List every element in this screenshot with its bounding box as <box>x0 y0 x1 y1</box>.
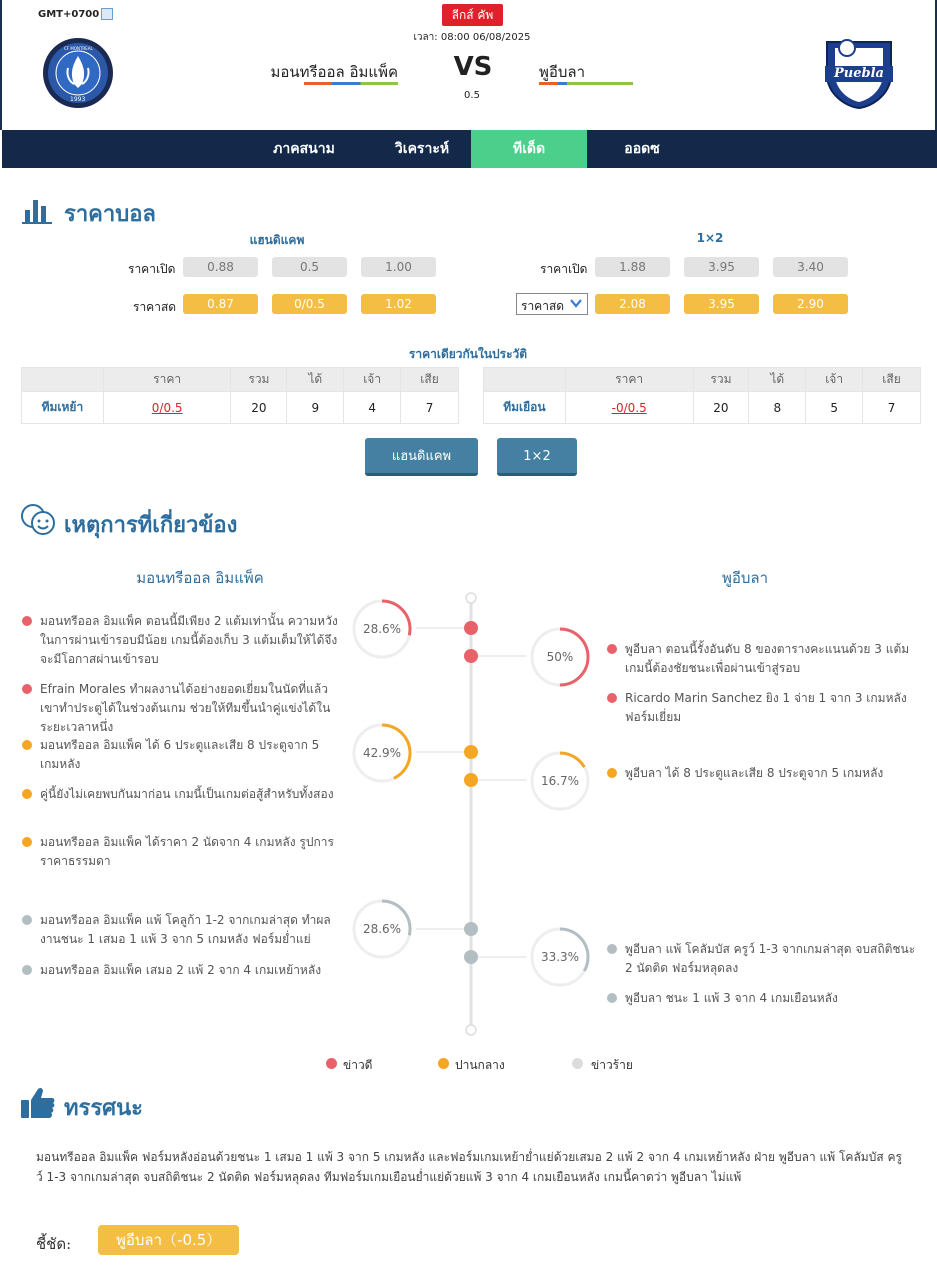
home-good-ring-label: 28.6% <box>362 622 402 636</box>
win-value: 9 <box>287 392 344 424</box>
history-table-away <box>483 367 921 424</box>
away-bad-ring-node <box>464 950 478 964</box>
col-odds: ราคา <box>103 368 231 392</box>
handicap-heading: แฮนดิแคพ <box>249 233 305 247</box>
draw-value: 4 <box>344 392 401 424</box>
kickoff-time: เวลา: 08:00 06/08/2025 <box>413 32 531 43</box>
odds-link[interactable]: -0/0.5 <box>565 392 693 424</box>
events-title: เหตุการที่เกี่ยวข้อง <box>64 513 238 538</box>
home-neutral-event: มอนทรีออล อิมแพ็ค ได้ราคา 2 นัดจาก 4 เกมหลัง รูปการราคาธรรมดา <box>40 835 334 868</box>
tab-field[interactable]: ภาคสนาม <box>273 141 335 157</box>
handicap-live-label: ราคาสด <box>133 300 177 314</box>
verdict-summary: มอนทรีออล อิมแพ็ค ฟอร์มหลังอ่อนด้วยชนะ 1 เสมอ 1 แพ้ 3 จาก 5 เกมหลัง และฟอร์มเกมเหย้าย่ำแย่ด้วยเสมอ 2 แพ้ 2 จาก 4 เกมเหย้าหลัง ฝ่าย พูอีบลา แพ้ โคลัมบัส ครูว์ 1-3 จากเกมล่าสุด จบสถิติชนะ 2 นัดติด ฟอร์มหลุดลง ทีมฟอร์มเกมเยือนย่ำแย่ด้วยแพ้ 3 จาก 4 เกมเยือนหลัง เกมนี้คาดว่า พูอีบลา ไม่แพ้ <box>36 1150 902 1184</box>
handicap-live-away: 1.02 <box>361 294 436 314</box>
legend-neutral-dot <box>438 1058 449 1069</box>
home-neutral-event: มอนทรีออล อิมแพ็ค ได้ 6 ประตูและเสีย 8 ประตูจาก 5 เกมหลัง <box>40 738 320 771</box>
team-label: ทีมเยือน <box>484 392 566 424</box>
away-events-heading: พูอีบลา <box>721 569 769 587</box>
handicap-open-home: 0.88 <box>183 257 258 277</box>
handicap-open-line: 0.5 <box>272 257 347 277</box>
col-total: รวม <box>693 368 749 392</box>
col-odds: ราคา <box>565 368 693 392</box>
legend-good-dot <box>326 1058 337 1069</box>
away-team-underline <box>539 82 633 85</box>
faces-icon <box>20 503 56 537</box>
col-win: ได้ <box>287 368 344 392</box>
away-good-dot <box>607 644 617 654</box>
timeline-start <box>466 593 476 603</box>
home-neutral-event: คู่นี้ยังไม่เคยพบกันมาก่อน เกมนี้เป็นเกมต่อสู้สำหรับทั้งสอง <box>40 787 334 801</box>
x12-heading: 1×2 <box>696 231 724 245</box>
away-team-name[interactable]: พูอีบลา <box>539 63 586 81</box>
x12-open-away: 3.40 <box>773 257 848 277</box>
home-good-dot <box>22 684 32 694</box>
pick-badge: พูอีบลา（-0.5） <box>98 1225 239 1255</box>
legend-bad: ข่าวร้าย <box>591 1058 633 1072</box>
x12-live-home: 2.08 <box>595 294 670 314</box>
col-draw: เจ้า <box>344 368 401 392</box>
away-bad-dot <box>607 993 617 1003</box>
col-draw: เจ้า <box>806 368 863 392</box>
home-good-event: Efrain Morales ทำผลงานได้อย่างยอดเยี่ยมในนัดที่แล้ว เขาทำประตูได้ในช่วงต้นเกม ช่วยให้ทีมขึ้นนำคู่แข่งได้ในระยะเวลาหนึ่ง <box>40 682 331 734</box>
away-bad-event: พูอีบลา แพ้ โคลัมบัส ครูว์ 1-3 จากเกมล่าสุด จบสถิติชนะ 2 นัดติด ฟอร์มหลุดลง <box>625 942 916 975</box>
away-good-ring-label: 50% <box>546 650 574 664</box>
chart-icon <box>22 196 54 224</box>
col-total: รวม <box>231 368 287 392</box>
home-logo[interactable]: CF MONTREAL 1993 <box>40 36 116 110</box>
lose-value: 7 <box>401 392 459 424</box>
away-neutral-dot <box>607 768 617 778</box>
away-neutral-ring-label: 16.7% <box>540 774 580 788</box>
x12-open-label: ราคาเปิด <box>540 262 588 276</box>
home-good-ring-node <box>464 621 478 635</box>
match-header <box>0 0 937 130</box>
thumbs-up-icon <box>20 1086 56 1120</box>
chevron-down-icon <box>569 296 583 314</box>
away-good-event: Ricardo Marin Sanchez ยิง 1 จ่าย 1 จาก 3 เกมหลัง ฟอร์มเยี่ยม <box>625 691 907 724</box>
away-good-dot <box>607 693 617 703</box>
vs-label: VS <box>453 52 493 82</box>
table-row <box>484 392 921 424</box>
win-value: 8 <box>749 392 806 424</box>
away-logo[interactable]: Puebla <box>821 34 897 110</box>
home-neutral-dot <box>22 837 32 847</box>
odds-type-select[interactable]: ราคาสด <box>516 293 588 315</box>
away-good-ring-node <box>464 649 478 663</box>
main-nav <box>2 130 937 168</box>
odds-title: ราคาบอล <box>64 202 156 227</box>
tab-analysis[interactable]: วิเคราะห์ <box>394 141 450 157</box>
col-lose: เสีย <box>401 368 459 392</box>
away-neutral-event: พูอีบลา ได้ 8 ประตูและเสีย 8 ประตูจาก 5 เกมหลัง <box>625 766 884 780</box>
x12-tab-button[interactable]: 1×2 <box>497 438 577 476</box>
odds-link[interactable]: 0/0.5 <box>103 392 231 424</box>
handicap-open-away: 1.00 <box>361 257 436 277</box>
home-events-heading: มอนทรีออล อิมแพ็ค <box>136 569 264 587</box>
col-win: ได้ <box>749 368 806 392</box>
history-title: ราคาเดียวกันในประวัติ <box>408 347 528 361</box>
total-value: 20 <box>693 392 749 424</box>
tab-odds[interactable]: ออดซ <box>624 141 660 157</box>
home-neutral-dot <box>22 789 32 799</box>
legend-good: ข่าวดี <box>343 1058 373 1072</box>
home-bad-dot <box>22 965 32 975</box>
away-neutral-ring-node <box>464 773 478 787</box>
home-bad-event: มอนทรีออล อิมแพ็ค แพ้ โคลูก้า 1-2 จากเกมล่าสุด ทำผลงานชนะ 1 เสมอ 1 แพ้ 3 จาก 5 เกมหลัง ฟอร์มย่ำแย่ <box>40 913 331 946</box>
home-neutral-ring-label: 42.9% <box>362 746 402 760</box>
timezone-icon[interactable] <box>101 8 113 20</box>
x12-open-draw: 3.95 <box>684 257 759 277</box>
away-bad-event: พูอีบลา ชนะ 1 แพ้ 3 จาก 4 เกมเยือนหลัง <box>625 991 838 1005</box>
home-good-event: มอนทรีออล อิมแพ็ค ตอนนี้มีเพียง 2 แต้มเท่านั้น ความหวังในการผ่านเข้ารอบมีน้อย เกมนี้ต้องเก็บ 3 แต้มเต็มให้ได้จึงจะมีโอกาสผ่านเข้ารอบ <box>40 614 338 666</box>
lose-value: 7 <box>863 392 921 424</box>
away-good-event: พูอีบลา ตอนนี้รั้งอันดับ 8 ของตารางคะแนนด้วย 3 แต้ม เกมนี้ต้องชัยชนะเพื่อผ่านเข้าสู่รอบ <box>625 642 910 675</box>
handicap-live-line: 0/0.5 <box>272 294 347 314</box>
home-neutral-ring-node <box>464 745 478 759</box>
verdict-title: ทรรศนะ <box>64 1096 143 1121</box>
team-label: ทีมเหย้า <box>22 392 104 424</box>
home-team-underline <box>304 82 398 85</box>
handicap-value: 0.5 <box>464 90 480 101</box>
handicap-open-label: ราคาเปิด <box>128 262 176 276</box>
x12-live-draw: 3.95 <box>684 294 759 314</box>
home-bad-ring-node <box>464 922 478 936</box>
legend-neutral: ปานกลาง <box>455 1058 505 1072</box>
league-badge[interactable]: ลีกส์ คัพ <box>442 4 503 26</box>
timezone[interactable]: GMT+0700 <box>38 8 113 20</box>
home-good-dot <box>22 616 32 626</box>
col-lose: เสีย <box>863 368 921 392</box>
home-bad-dot <box>22 915 32 925</box>
away-bad-dot <box>607 944 617 954</box>
home-neutral-dot <box>22 740 32 750</box>
draw-value: 5 <box>806 392 863 424</box>
total-value: 20 <box>231 392 287 424</box>
x12-live-away: 2.90 <box>773 294 848 314</box>
home-team-name[interactable]: มอนทรีออล อิมแพ็ค <box>270 63 398 81</box>
handicap-live-home: 0.87 <box>183 294 258 314</box>
x12-open-home: 1.88 <box>595 257 670 277</box>
home-bad-ring-label: 28.6% <box>362 922 402 936</box>
home-bad-event: มอนทรีออล อิมแพ็ค เสมอ 2 แพ้ 2 จาก 4 เกมเหย้าหลัง <box>40 963 322 977</box>
history-table-home <box>21 367 459 424</box>
handicap-tab-button[interactable]: แฮนดิแคพ <box>365 438 478 476</box>
timeline-end <box>466 1025 476 1035</box>
table-row <box>22 392 459 424</box>
tab-tips[interactable]: ทีเด็ด <box>471 130 587 168</box>
away-bad-ring-label: 33.3% <box>540 950 580 964</box>
pick-label: ชี้ชัด: <box>36 1235 72 1253</box>
legend-bad-dot <box>572 1058 583 1069</box>
